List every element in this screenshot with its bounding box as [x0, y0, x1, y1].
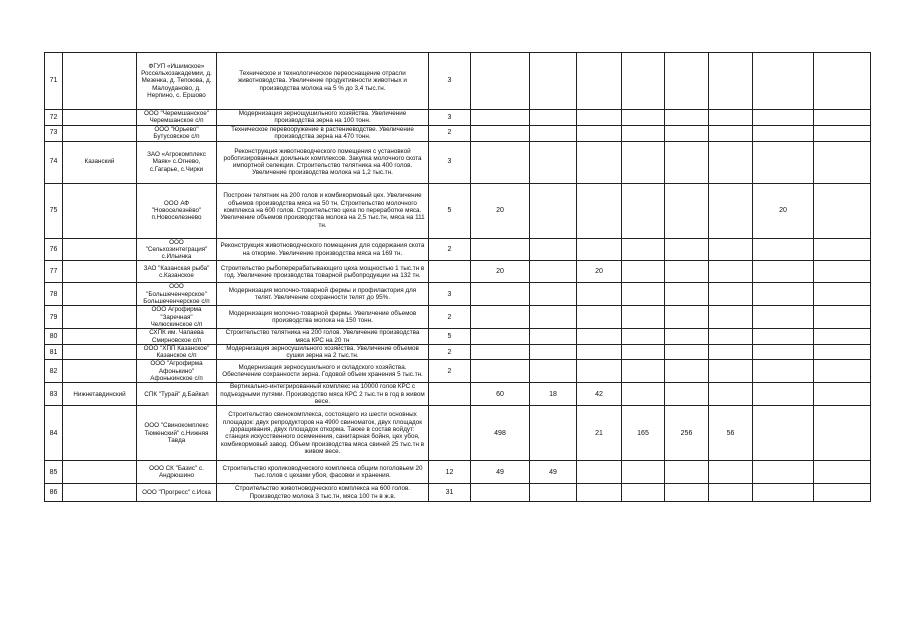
- value-cell-c7: [709, 484, 753, 502]
- organization-cell: СПК "Турай" д.Байкал: [137, 383, 217, 406]
- value-cell-c9: [814, 261, 871, 283]
- organization-cell: ЗАО «Агрокомплекс Маяк» с.Огнево, с.Гагарье, с.Чирки: [137, 141, 217, 183]
- value-cell-c2: [471, 141, 530, 183]
- value-cell-c4: [577, 125, 622, 141]
- table-row: [45, 238, 871, 261]
- value-cell-c9: [814, 125, 871, 141]
- organization-cell: ООО "Агрофирма Афонькино" Афонькинское с/п: [137, 360, 217, 383]
- value-cell-c1: [429, 261, 471, 283]
- district-cell: [63, 53, 137, 110]
- value-cell-c6: [665, 360, 709, 383]
- value-cell-c3: 18: [530, 383, 577, 406]
- table-row: [45, 329, 871, 345]
- value-cell-c7: [709, 110, 753, 126]
- value-cell-c3: [530, 125, 577, 141]
- project-description-cell: Модернизация молочно-товарной фермы. Увеличение объемов производства молока на 150 тонн.: [217, 306, 429, 329]
- value-cell-c7: [709, 261, 753, 283]
- value-cell-c1: 31: [429, 484, 471, 502]
- value-cell-c1: 3: [429, 53, 471, 110]
- value-cell-c9: [814, 183, 871, 238]
- value-cell-c7: [709, 238, 753, 261]
- value-cell-c2: [471, 110, 530, 126]
- value-cell-c3: [530, 110, 577, 126]
- district-cell: [63, 344, 137, 360]
- value-cell-c1: 5: [429, 183, 471, 238]
- row-number-cell: 85: [45, 461, 63, 484]
- value-cell-c9: [814, 53, 871, 110]
- table-row: [45, 283, 871, 306]
- value-cell-c2: [471, 484, 530, 502]
- table-row: [45, 261, 871, 283]
- value-cell-c4: 21: [577, 406, 622, 461]
- value-cell-c1: 5: [429, 329, 471, 345]
- value-cell-c4: [577, 141, 622, 183]
- organization-cell: ООО Агрофирма "Заречная" Челюскинское с/п: [137, 306, 217, 329]
- value-cell-c3: [530, 360, 577, 383]
- value-cell-c5: [622, 344, 665, 360]
- value-cell-c7: [709, 329, 753, 345]
- table-row: [45, 383, 871, 406]
- value-cell-c4: [577, 238, 622, 261]
- table-row: [45, 110, 871, 126]
- value-cell-c7: [709, 283, 753, 306]
- value-cell-c6: [665, 383, 709, 406]
- value-cell-c5: [622, 238, 665, 261]
- value-cell-c1: 3: [429, 110, 471, 126]
- project-description-cell: Строительство телятника на 200 голов. Увеличение производства мяса КРС на 20 тн: [217, 329, 429, 345]
- project-description-cell: Реконструкция животноводческого помещения с установкой роботизированных доильных комплексов. Закупка молочного скота импортной селекции. Строительство телятника на 400 голов. Увеличение производства молока на 1,2 тыс.тн.: [217, 141, 429, 183]
- value-cell-c3: [530, 141, 577, 183]
- value-cell-c5: [622, 110, 665, 126]
- value-cell-c9: [814, 406, 871, 461]
- district-cell: [63, 306, 137, 329]
- row-number-cell: 81: [45, 344, 63, 360]
- value-cell-c6: [665, 283, 709, 306]
- project-description-cell: Реконструкция животноводческого помещения для содержания скота на откорме. Увеличение производства мяса на 169 тн.: [217, 238, 429, 261]
- table-row: [45, 183, 871, 238]
- value-cell-c8: [753, 53, 814, 110]
- row-number-cell: 84: [45, 406, 63, 461]
- value-cell-c6: [665, 53, 709, 110]
- value-cell-c3: [530, 283, 577, 306]
- row-number-cell: 83: [45, 383, 63, 406]
- value-cell-c4: [577, 344, 622, 360]
- value-cell-c5: [622, 383, 665, 406]
- value-cell-c6: 256: [665, 406, 709, 461]
- district-cell: [63, 261, 137, 283]
- organization-cell: ЗАО "Казанская рыба" с.Казанское: [137, 261, 217, 283]
- value-cell-c3: [530, 53, 577, 110]
- value-cell-c8: [753, 383, 814, 406]
- value-cell-c6: [665, 238, 709, 261]
- value-cell-c1: [429, 383, 471, 406]
- organization-cell: ООО "Прогресс" с.Иска: [137, 484, 217, 502]
- value-cell-c6: [665, 183, 709, 238]
- value-cell-c6: [665, 110, 709, 126]
- district-cell: [63, 360, 137, 383]
- row-number-cell: 74: [45, 141, 63, 183]
- table-row: [45, 406, 871, 461]
- value-cell-c4: [577, 110, 622, 126]
- value-cell-c8: [753, 238, 814, 261]
- value-cell-c8: [753, 344, 814, 360]
- table-row: [45, 53, 871, 110]
- value-cell-c7: [709, 383, 753, 406]
- district-cell: [63, 329, 137, 345]
- value-cell-c9: [814, 141, 871, 183]
- organization-cell: ООО "Свинокомплекс Тюменский" с.Нижняя Тавда: [137, 406, 217, 461]
- value-cell-c9: [814, 344, 871, 360]
- table-row: [45, 306, 871, 329]
- value-cell-c9: [814, 238, 871, 261]
- value-cell-c8: [753, 306, 814, 329]
- value-cell-c1: 2: [429, 125, 471, 141]
- value-cell-c7: [709, 125, 753, 141]
- organization-cell: СХПК им. Чапаева Смирновское с/п: [137, 329, 217, 345]
- value-cell-c4: [577, 53, 622, 110]
- project-description-cell: Строительство свинокомплекса, состоящего из шести основных площадок: двух репродукторов на 4900 свиноматок, двух площадок доращивания, двух площадок откорма. Также в состав войдут: станция искусственного осеменения, санитарная бойня, цех убоя, комбикормовый завод. Объем производства мяса свиней 25 тыс.тн в живом весе.: [217, 406, 429, 461]
- project-description-cell: Вертикально-интегрированный комплекс на 10000 голов КРС с подъездными путями. Производство мяса КРС 2 тыс.тн в год в живом весе.: [217, 383, 429, 406]
- project-description-cell: Модернизация зерносушильного хозяйства. Увеличение объемов сушки зерна на 2 тыс.тн.: [217, 344, 429, 360]
- value-cell-c3: [530, 406, 577, 461]
- value-cell-c3: [530, 329, 577, 345]
- district-cell: [63, 183, 137, 238]
- value-cell-c9: [814, 306, 871, 329]
- value-cell-c4: 20: [577, 261, 622, 283]
- value-cell-c1: 3: [429, 283, 471, 306]
- value-cell-c6: [665, 261, 709, 283]
- value-cell-c6: [665, 125, 709, 141]
- row-number-cell: 72: [45, 110, 63, 126]
- value-cell-c5: 165: [622, 406, 665, 461]
- value-cell-c1: 2: [429, 360, 471, 383]
- value-cell-c7: [709, 306, 753, 329]
- value-cell-c2: [471, 360, 530, 383]
- value-cell-c2: 20: [471, 261, 530, 283]
- value-cell-c3: [530, 344, 577, 360]
- value-cell-c2: [471, 125, 530, 141]
- value-cell-c5: [622, 283, 665, 306]
- value-cell-c4: [577, 461, 622, 484]
- value-cell-c9: [814, 484, 871, 502]
- table-row: [45, 125, 871, 141]
- value-cell-c2: 498: [471, 406, 530, 461]
- row-number-cell: 73: [45, 125, 63, 141]
- value-cell-c2: [471, 53, 530, 110]
- value-cell-c5: [622, 125, 665, 141]
- value-cell-c4: [577, 183, 622, 238]
- value-cell-c6: [665, 141, 709, 183]
- table-row: [45, 344, 871, 360]
- district-cell: [63, 125, 137, 141]
- value-cell-c3: [530, 261, 577, 283]
- value-cell-c5: [622, 484, 665, 502]
- value-cell-c3: [530, 306, 577, 329]
- project-description-cell: Модернизация зернощушильного хозяйства. Увеличение производства зерна на 100 тонн.: [217, 110, 429, 126]
- value-cell-c7: [709, 360, 753, 383]
- district-cell: [63, 461, 137, 484]
- value-cell-c8: [753, 141, 814, 183]
- project-description-cell: Строительство животноводческого комплекса на 600 голов. Производство молока 3 тыс.тн, мяса 100 тн в ж.в.: [217, 484, 429, 502]
- value-cell-c4: [577, 283, 622, 306]
- row-number-cell: 86: [45, 484, 63, 502]
- value-cell-c8: [753, 261, 814, 283]
- value-cell-c7: [709, 141, 753, 183]
- value-cell-c5: [622, 141, 665, 183]
- table-row: [45, 141, 871, 183]
- organization-cell: ФГУП «Ишимское» Россельхозакадемии, д. Мезенка, д. Тепоюва, д. Малоуданово, д. Нерпино, с. Ершово: [137, 53, 217, 110]
- value-cell-c9: [814, 461, 871, 484]
- value-cell-c9: [814, 383, 871, 406]
- project-description-cell: Строительство рыбоперерабатывающего цеха мощностью 1 тыс.тн в год. Увеличение производства товарной рыбопродукции на 132 тн.: [217, 261, 429, 283]
- value-cell-c3: [530, 238, 577, 261]
- organization-cell: ООО "ХПП Казанское" Казанское с/п: [137, 344, 217, 360]
- value-cell-c5: [622, 53, 665, 110]
- value-cell-c2: 49: [471, 461, 530, 484]
- row-number-cell: 77: [45, 261, 63, 283]
- district-cell: Нижнетавдинский: [63, 383, 137, 406]
- row-number-cell: 78: [45, 283, 63, 306]
- organization-cell: ООО АФ "Новоселезнёво" п.Новоселезнево: [137, 183, 217, 238]
- value-cell-c5: [622, 461, 665, 484]
- value-cell-c9: [814, 360, 871, 383]
- value-cell-c8: [753, 360, 814, 383]
- value-cell-c9: [814, 283, 871, 306]
- project-description-cell: Строительство кролиководческого комплекса общим поголовьем 20 тыс.голов с цехами убоя, фасовки и хранения.: [217, 461, 429, 484]
- value-cell-c6: [665, 329, 709, 345]
- value-cell-c6: [665, 344, 709, 360]
- projects-table: [44, 52, 871, 502]
- row-number-cell: 82: [45, 360, 63, 383]
- value-cell-c2: 20: [471, 183, 530, 238]
- project-description-cell: Техническое и технологическое переоснащение отрасли животноводства. Увеличение продуктивности животных и производства молока на 5 % до 3,4 тыс.тн.: [217, 53, 429, 110]
- value-cell-c5: [622, 183, 665, 238]
- value-cell-c8: [753, 329, 814, 345]
- table-row: [45, 484, 871, 502]
- value-cell-c6: [665, 484, 709, 502]
- value-cell-c3: 49: [530, 461, 577, 484]
- value-cell-c9: [814, 329, 871, 345]
- value-cell-c8: [753, 461, 814, 484]
- row-number-cell: 79: [45, 306, 63, 329]
- value-cell-c4: [577, 329, 622, 345]
- project-description-cell: Модернизация молочно-товарной фермы и профилактория для телят. Увеличение сохранности телят до 95%.: [217, 283, 429, 306]
- value-cell-c5: [622, 261, 665, 283]
- value-cell-c3: [530, 484, 577, 502]
- value-cell-c7: [709, 183, 753, 238]
- value-cell-c3: [530, 183, 577, 238]
- project-description-cell: Техническое перевооружение в растениеводстве. Увеличение производства зерна на 470 тонн.: [217, 125, 429, 141]
- value-cell-c4: [577, 360, 622, 383]
- row-number-cell: 75: [45, 183, 63, 238]
- row-number-cell: 80: [45, 329, 63, 345]
- value-cell-c8: 20: [753, 183, 814, 238]
- value-cell-c1: 2: [429, 306, 471, 329]
- table-row: [45, 360, 871, 383]
- value-cell-c8: [753, 110, 814, 126]
- value-cell-c4: 42: [577, 383, 622, 406]
- organization-cell: ООО "Черемшанское" Черемшанское с/п: [137, 110, 217, 126]
- row-number-cell: 71: [45, 53, 63, 110]
- district-cell: [63, 238, 137, 261]
- value-cell-c1: [429, 406, 471, 461]
- organization-cell: ООО "Юрьево" Бутусовское с/п: [137, 125, 217, 141]
- district-cell: [63, 283, 137, 306]
- district-cell: [63, 110, 137, 126]
- project-description-cell: Построен телятник на 200 голов и комбикормовый цех. Увеличение объемов производства мяса на 50 тн. Строительство молочного комплекса на 600 голов. Строительство цеха по переработке мяса. Увеличение объемов производства молока на 2,5 тыс.тн, мяса на 111 тн.: [217, 183, 429, 238]
- table-body: [45, 53, 871, 502]
- organization-cell: ООО "Сельхозинтеграция" с.Ильинка: [137, 238, 217, 261]
- value-cell-c6: [665, 306, 709, 329]
- value-cell-c4: [577, 306, 622, 329]
- value-cell-c5: [622, 360, 665, 383]
- value-cell-c2: [471, 306, 530, 329]
- district-cell: [63, 406, 137, 461]
- value-cell-c8: [753, 125, 814, 141]
- organization-cell: ООО СК "Базис" с. Андрюшино: [137, 461, 217, 484]
- value-cell-c2: [471, 283, 530, 306]
- value-cell-c7: [709, 344, 753, 360]
- district-cell: [63, 484, 137, 502]
- project-description-cell: Модернизация зерносушильного и складского хозяйства. Обеспечение сохранности зерна. Годовой объем хранения 5 тыс.тн.: [217, 360, 429, 383]
- document-sheet: [44, 52, 870, 502]
- table-row: [45, 461, 871, 484]
- value-cell-c9: [814, 110, 871, 126]
- value-cell-c5: [622, 306, 665, 329]
- value-cell-c8: [753, 283, 814, 306]
- value-cell-c6: [665, 461, 709, 484]
- value-cell-c2: 60: [471, 383, 530, 406]
- district-cell: Казанский: [63, 141, 137, 183]
- value-cell-c2: [471, 238, 530, 261]
- value-cell-c4: [577, 484, 622, 502]
- value-cell-c1: 2: [429, 238, 471, 261]
- row-number-cell: 76: [45, 238, 63, 261]
- value-cell-c5: [622, 329, 665, 345]
- value-cell-c1: 2: [429, 344, 471, 360]
- value-cell-c8: [753, 406, 814, 461]
- value-cell-c7: [709, 461, 753, 484]
- value-cell-c2: [471, 344, 530, 360]
- value-cell-c7: 56: [709, 406, 753, 461]
- value-cell-c8: [753, 484, 814, 502]
- value-cell-c1: 3: [429, 141, 471, 183]
- value-cell-c1: 12: [429, 461, 471, 484]
- organization-cell: ООО "Большеченчерское" Большеченчерское с/п: [137, 283, 217, 306]
- value-cell-c7: [709, 53, 753, 110]
- value-cell-c2: [471, 329, 530, 345]
